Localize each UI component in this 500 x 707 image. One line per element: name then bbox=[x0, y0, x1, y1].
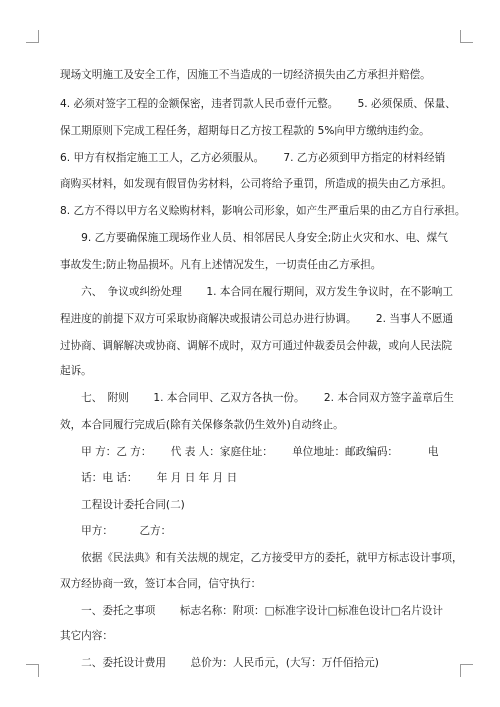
text-line: 话：电 话： 年 月 日 年 月 日 bbox=[60, 472, 238, 484]
text-line: 甲 方：乙 方： 代 表 人：家庭住址： 单位地址：邮政编码： 电 bbox=[60, 446, 439, 458]
text-line: 其它内容： bbox=[60, 630, 113, 642]
text-line: 商购买材料，如发现有假冒伪劣材料，公司将给予重罚，所造成的损失由乙方承担。 bbox=[60, 178, 452, 190]
text-line: 4. 必须对签字工程的金额保密，违者罚款人民币壹仟元整。 5. 必须保质、保量、 bbox=[60, 98, 456, 110]
text-line: 七、 附则 1. 本合同甲、乙双方各执一份。 2. 本合同双方签字盖章后生 bbox=[60, 392, 454, 404]
text-line: 9. 乙方要确保施工现场作业人员、相邻居民人身安全;防止火灾和水、电、煤气 bbox=[60, 232, 448, 244]
text-line: 二、委托设计费用 总价为：人民币元，(大写：万仟佰拾元) bbox=[60, 657, 379, 669]
text-line: 程进度的前提下双方可采取协商解决或报请公司总办进行协调。 2. 当事人不愿通 bbox=[60, 313, 453, 325]
text-line: 效，本合同履行完成后(除有关保修条款仍生效外)自动终止。 bbox=[60, 419, 344, 431]
text-line: 现场文明施工及安全工作，因施工不当造成的一切经济损失由乙方承担并赔偿。 bbox=[60, 69, 431, 81]
text-line: 一、委托之事项 标志名称：附项：□标准字设计□标准色设计□名片设计 bbox=[60, 605, 443, 617]
text-line: 8. 乙方不得以甲方名义赊购材料，影响公司形象，如产生严重后果的由乙方自行承担。 bbox=[60, 205, 466, 217]
text-line: 六、 争议或纠纷处理 1. 本合同在履行期间，双方发生争议时，在不影响工 bbox=[60, 286, 453, 298]
text-line: 甲方： 乙方： bbox=[60, 525, 172, 537]
text-line: 事故发生;防止物品损坏。凡有上述情况发生，一切责任由乙方承担。 bbox=[60, 259, 382, 271]
text-line: 过协商、调解解决或协商、调解不成时，双方可通过仲裁委员会仲裁，或向人民法院 bbox=[60, 340, 452, 352]
text-line: 双方经协商一致，签订本合同，信守执行： bbox=[60, 578, 262, 590]
text-line: 依据《民法典》和有关法规的规定，乙方接受甲方的委托，就甲方标志设计事项， bbox=[60, 552, 463, 564]
text-line: 起诉。 bbox=[60, 365, 92, 377]
text-line: 工程设计委托合同(二) bbox=[60, 499, 185, 511]
text-line: 保工期原则下完成工程任务，超期每日乙方按工程款的 5%向甲方缴纳违约金。 bbox=[60, 125, 430, 137]
text-line: 6. 甲方有权指定施工工人，乙方必须服从。 7. 乙方必须到甲方指定的材料经销 bbox=[60, 152, 446, 164]
